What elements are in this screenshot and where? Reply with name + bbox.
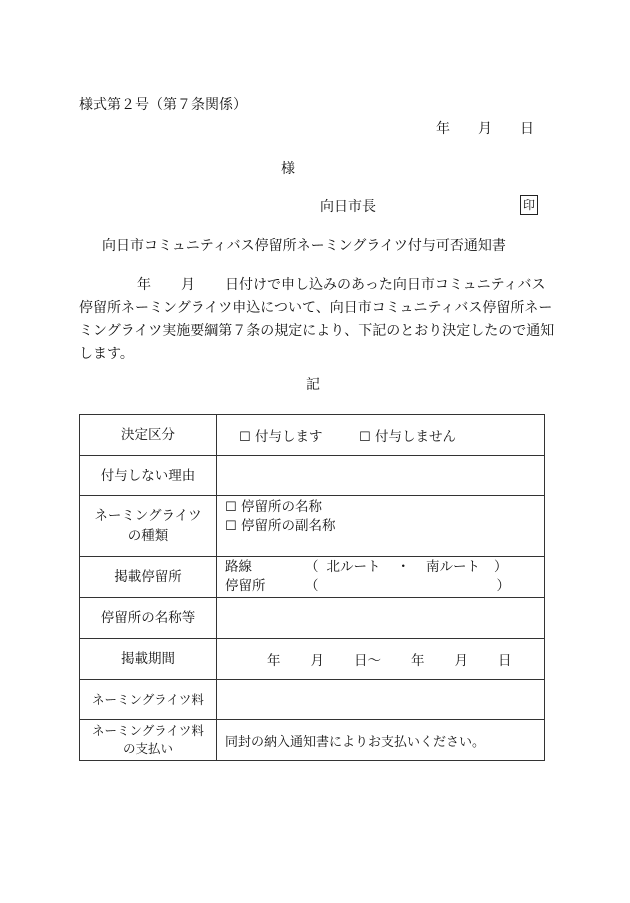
reason-field[interactable] <box>217 456 545 496</box>
type-option-subname: 停留所の副名称 <box>240 518 336 534</box>
name-field[interactable] <box>217 598 545 639</box>
payment-label-line2: の支払い <box>122 741 173 756</box>
payment-label-line1: ネーミングライツ料 <box>92 723 204 738</box>
type-label-line2: の種類 <box>127 528 169 544</box>
type-label <box>80 496 217 557</box>
name-label: 停留所の名称等 <box>80 598 217 639</box>
body-paragraph <box>79 274 555 366</box>
addressee-suffix: 様 <box>281 161 295 177</box>
period-field: 年 月 日～ 年 月 日 <box>217 639 545 680</box>
type-option-name: 停留所の名称 <box>240 499 322 515</box>
date-day: 日 <box>520 121 534 137</box>
checkbox-stop-subname[interactable]: ☐ <box>225 519 237 534</box>
option-deny-label: 付与しません <box>375 429 456 445</box>
table-row <box>80 415 545 456</box>
date-year: 年 <box>436 121 450 137</box>
period-label: 掲載期間 <box>80 639 217 680</box>
table-row <box>80 680 545 720</box>
date-month: 月 <box>478 121 492 137</box>
table-row <box>80 598 545 639</box>
body-text-start: 日付けで申し込みのあった向日市コミュニティバ <box>225 277 532 293</box>
checkbox-stop-name[interactable]: ☐ <box>225 500 237 515</box>
table-row <box>80 456 545 496</box>
stop-label: 掲載停留所 <box>80 557 217 598</box>
decision-options <box>217 415 545 456</box>
reason-label: 付与しない理由 <box>80 456 217 496</box>
table-row <box>80 639 545 680</box>
stop-line: 停留所 （ ） <box>225 578 510 594</box>
decision-label: 決定区分 <box>80 415 217 456</box>
payment-text: 同封の納入通知書によりお支払いください。 <box>217 720 545 761</box>
document-title: 向日市コミュニティバス停留所ネーミングライツ付与可否通知書 <box>102 238 506 254</box>
body-month: 月 <box>181 277 195 293</box>
checkbox-grant[interactable]: ☐ <box>239 430 251 445</box>
route-label: 路線 <box>225 559 252 575</box>
table-row <box>80 496 545 557</box>
fee-label: ネーミングライツ料 <box>80 680 217 720</box>
body-text-rest: ス停留所ネーミングライツ申込について、向日市コミュニティバス停留所ネーミングライツ実施要綱第７条の規定により、下記のとおり決定したので通知します。 <box>79 277 555 362</box>
stop-details <box>217 557 545 598</box>
body-year: 年 <box>137 277 151 293</box>
stop-sub-label: 停留所 <box>225 578 266 594</box>
payment-label <box>80 720 217 761</box>
route-dot: ・ <box>396 559 410 575</box>
route-line: 路線 （ 北ルート ・ 南ルート ） <box>225 559 508 575</box>
date-line <box>436 118 534 138</box>
form-table <box>79 414 545 761</box>
route-north: 北ルート <box>326 559 381 575</box>
form-number: 様式第２号（第７条関係） <box>79 97 247 113</box>
fee-field[interactable] <box>217 680 545 720</box>
ki-heading: 記 <box>306 377 320 393</box>
type-label-line1: ネーミングライツ <box>94 508 202 524</box>
option-grant-label: 付与します <box>254 429 323 445</box>
seal-mark: 印 <box>520 195 538 215</box>
type-options <box>217 496 545 557</box>
route-south: 南ルート <box>426 559 480 575</box>
issuer: 向日市長 <box>320 199 376 215</box>
checkbox-deny[interactable]: ☐ <box>359 430 371 445</box>
table-row <box>80 557 545 598</box>
table-row <box>80 720 545 761</box>
